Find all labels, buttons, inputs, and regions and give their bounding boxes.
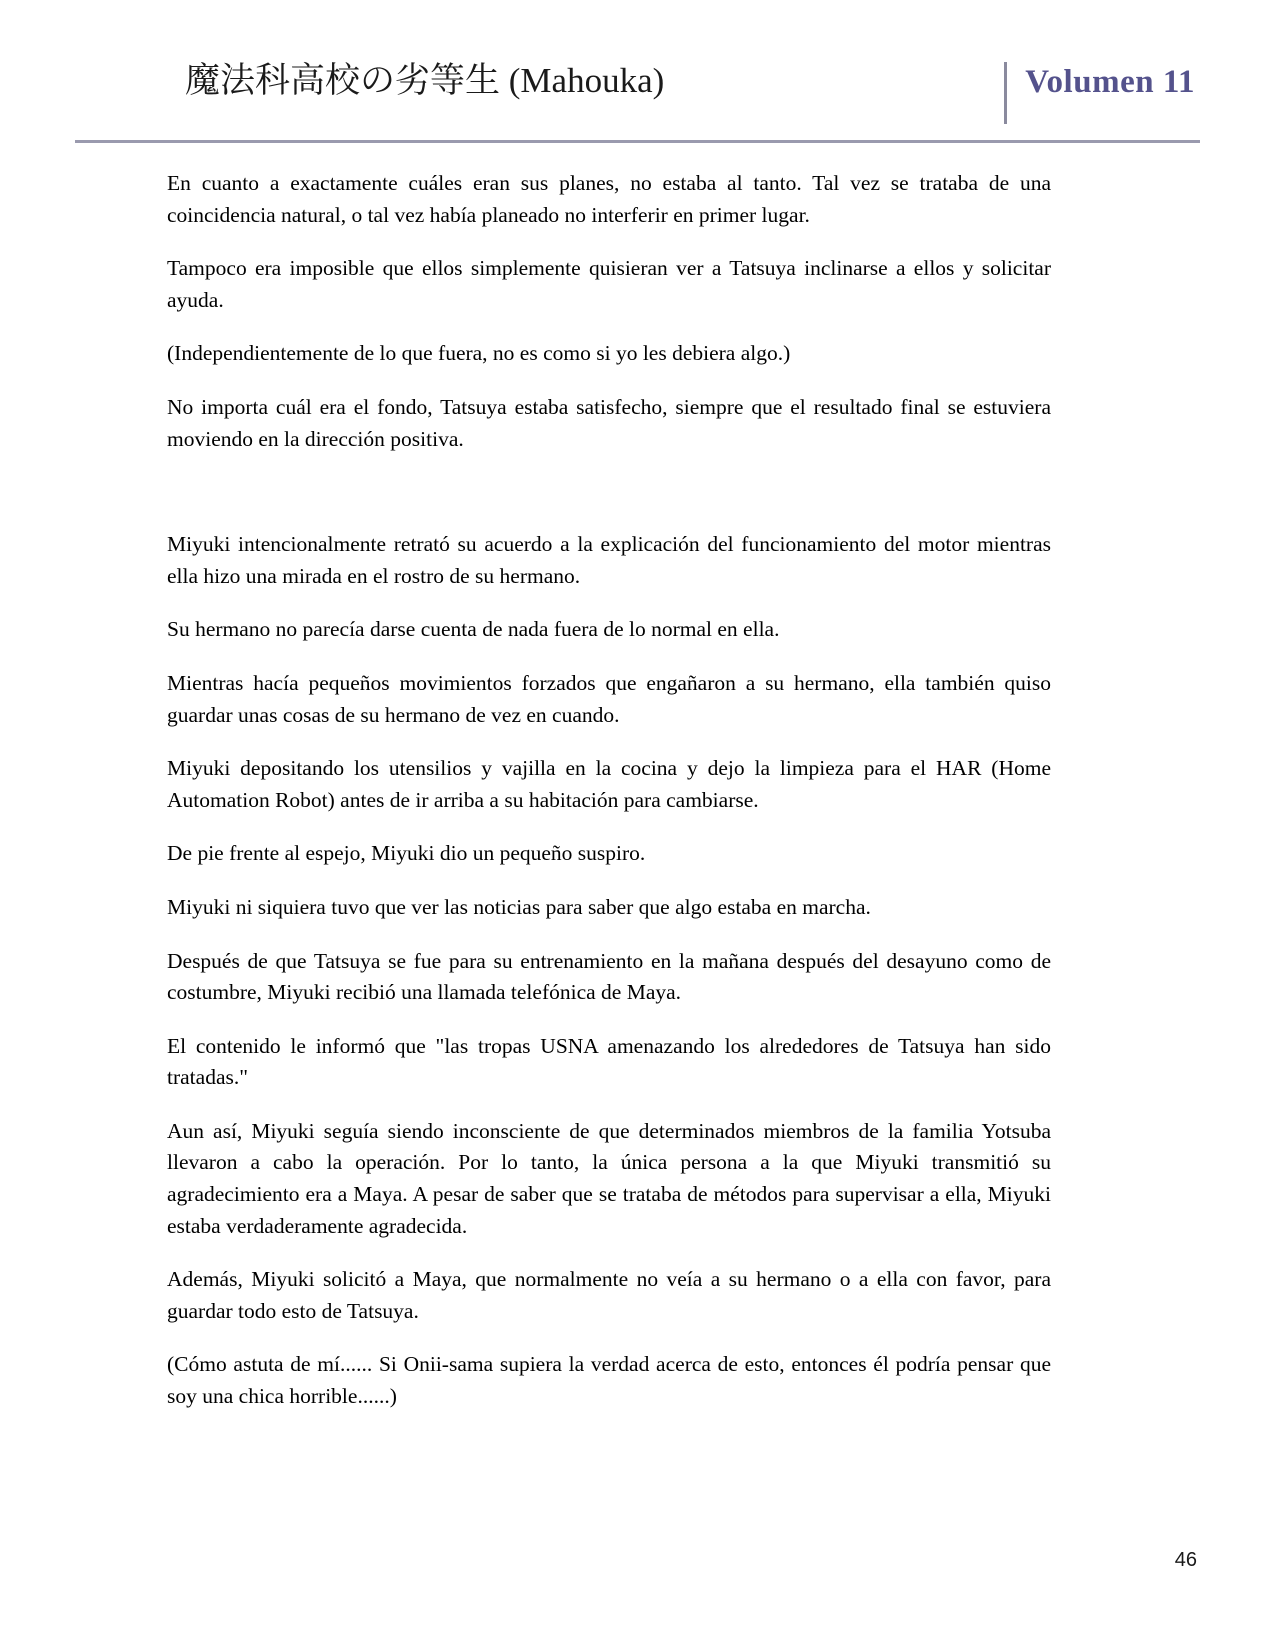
paragraph: Mientras hacía pequeños movimientos forzados que engañaron a su hermano, ella también quiso guardar unas cosas de su hermano de vez en cuando. xyxy=(167,670,1051,727)
paragraph: Su hermano no parecía darse cuenta de nada fuera de lo normal en ella. xyxy=(167,617,780,642)
paragraph: En cuanto a exactamente cuáles eran sus planes, no estaba al tanto. Tal vez se trataba de una coincidencia natural, o tal vez había planeado no interferir en primer lugar. xyxy=(167,171,1051,227)
volume-block xyxy=(1004,62,1200,124)
paragraph: Tampoco era imposible que ellos simplemente quisieran ver a Tatsuya inclinarse a ellos y solicitar ayuda. xyxy=(167,256,1051,312)
page-header xyxy=(75,62,1200,140)
paragraph: (Independientemente de lo que fuera, no es como si yo les debiera algo.) xyxy=(167,341,791,366)
paragraph: Además, Miyuki solicitó a Maya, que normalmente no veía a su hermano o a ella con favor, para guardar todo esto de Tatsuya. xyxy=(167,1267,1051,1323)
section-break xyxy=(167,477,1051,529)
paragraph: Miyuki ni siquiera tuvo que ver las noticias para saber que algo estaba en marcha. xyxy=(167,894,871,919)
paragraph: Después de que Tatsuya se fue para su entrenamiento en la mañana después del desayuno como de costumbre, Miyuki recibió una llamada telefónica de Maya. xyxy=(167,948,1051,1005)
volume-label: Volumen 11 xyxy=(1025,64,1195,100)
page-body xyxy=(167,168,1051,1413)
paragraph: Miyuki intencionalmente retrató su acuerdo a la explicación del funcionamiento del motor mientras ella hizo una mirada en el rostro de su hermano. xyxy=(167,532,1051,588)
document-title xyxy=(75,62,664,101)
paragraph: Miyuki depositando los utensilios y vajilla en la cocina y dejo la limpieza para el HAR (Home Automation Robot) antes de ir arriba a su habitación para cambiarse. xyxy=(167,756,1051,812)
paragraph: No importa cuál era el fondo, Tatsuya estaba satisfecho, siempre que el resultado final se estuviera moviendo en la dirección positiva. xyxy=(167,394,1051,451)
vertical-divider xyxy=(1004,62,1007,124)
paragraph: El contenido le informó que "las tropas USNA amenazando los alrededores de Tatsuya han sido tratadas." xyxy=(167,1033,1051,1090)
page-number: 46 xyxy=(1174,1549,1197,1571)
paragraph: (Cómo astuta de mí...... Si Onii-sama supiera la verdad acerca de esto, entonces él podría pensar que soy una chica horrible......) xyxy=(167,1352,1051,1409)
document-title-latin: (Mahouka) xyxy=(500,61,665,100)
document-title-cjk: 魔法科高校の劣等生 xyxy=(185,61,501,101)
paragraph: De pie frente al espejo, Miyuki dio un pequeño suspiro. xyxy=(167,841,646,866)
paragraph: Aun así, Miyuki seguía siendo inconsciente de que determinados miembros de la familia Yotsuba llevaron a cabo la operación. Por lo tanto, la única persona a la que Miyuki transmitió su agradecimiento era a Maya. A pesar de saber que se trataba de métodos para supervisar a ella, Miyuki estaba verdaderamente agradecida. xyxy=(167,1118,1051,1238)
header-divider xyxy=(75,140,1200,143)
